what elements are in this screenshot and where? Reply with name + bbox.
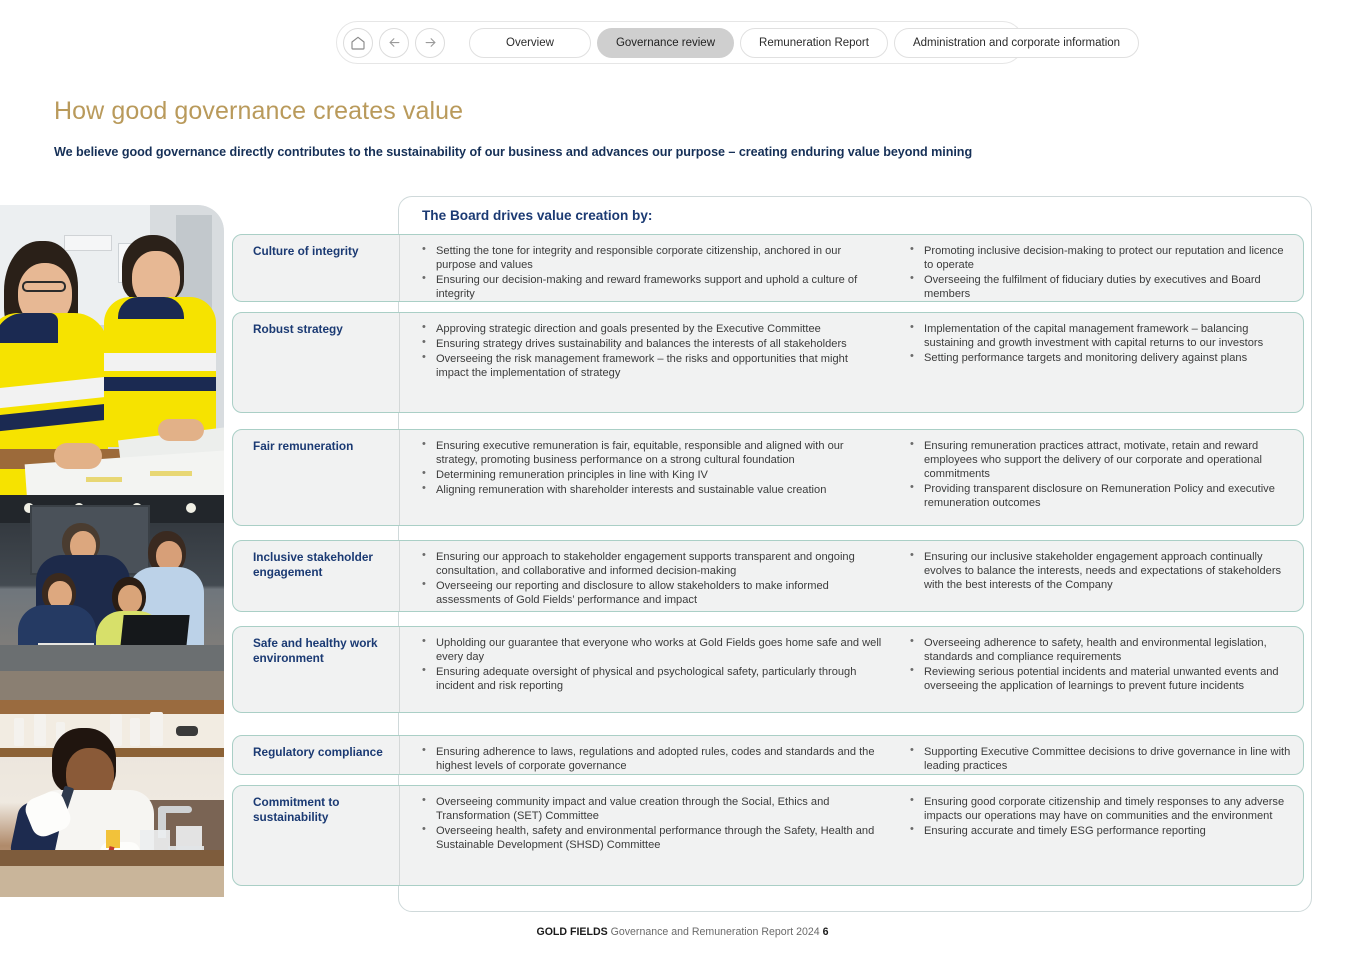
row-right-cell [890,313,1303,412]
bullet-item: • Overseeing health, safety and environmental performance through the Safety, Health and Sustainable Development (SHSD) Committee [422,824,882,852]
tab-remuneration-report[interactable]: Remuneration Report [740,28,888,58]
footer-report-title: Governance and Remuneration Report 2024 [607,926,823,938]
row-category: Robust strategy [253,322,343,336]
bullet-item: • Aligning remuneration with shareholder interests and sustainable value creation [422,483,882,497]
page-footer [0,926,1365,938]
arrow-left-icon[interactable] [379,28,409,58]
tab-administration-and-corporate-information[interactable]: Administration and corporate information [894,28,1139,58]
arrow-right-icon[interactable] [415,28,445,58]
bullet-item: • Upholding our guarantee that everyone who works at Gold Fields goes home safe and well every day [422,636,882,664]
row-category: Regulatory compliance [253,745,383,759]
footer-brand: GOLD FIELDS [536,926,608,938]
bullet-item: • Overseeing the fulfilment of fiduciary duties by executives and Board members [910,273,1295,301]
row-category: Fair remuneration [253,439,354,453]
row-left-cell [400,235,890,301]
row-category: Inclusive stakeholder engagement [253,550,373,580]
bullet-item: • Ensuring adherence to laws, regulations and adopted rules, codes and standards and the highest levels of corporate governance [422,745,882,773]
bullet-item: • Providing transparent disclosure on Remuneration Policy and executive remuneration outcomes [910,482,1295,510]
bullet-item: • Ensuring remuneration practices attract, motivate, retain and reward employees who support the delivery of our corporate and operational commitments [910,439,1295,481]
page-title: How good governance creates value [54,97,464,125]
row-left-cell [400,627,890,712]
row-left-cell [400,541,890,611]
row-right-cell [890,430,1303,525]
row-left-cell [400,313,890,412]
row-category: Safe and healthy work environment [253,636,378,666]
bullet-item: • Ensuring our inclusive stakeholder engagement approach continually evolves to balance the interests, needs and expectations of stakeholders with the best interests of the Company [910,550,1295,592]
row-category: Commitment to sustainability [253,795,340,825]
photo-strip [0,205,224,897]
bullet-item: • Ensuring good corporate citizenship and timely responses to any adverse impacts our operations may have on communities and the environment [910,795,1295,823]
bullet-item: • Overseeing adherence to safety, health and environmental legislation, standards and compliance requirements [910,636,1295,664]
bullet-item: • Supporting Executive Committee decisions to drive governance in line with leading practices [910,745,1295,773]
bullet-item: • Ensuring our decision-making and reward frameworks support and uphold a culture of integrity [422,273,882,301]
table-row [232,785,1304,886]
bullet-item: • Ensuring adequate oversight of physical and psychological safety, particularly through incident and risk reporting [422,665,882,693]
photo-mine-workers-reviewing-plans [0,205,224,495]
bullet-item: • Ensuring accurate and timely ESG performance reporting [910,824,1295,838]
table-column-header: The Board drives value creation by: [422,208,653,223]
bullet-item: • Determining remuneration principles in line with King IV [422,468,882,482]
photo-office-team-group [0,495,224,700]
row-category: Culture of integrity [253,244,359,258]
bullet-item: • Overseeing the risk management framework – the risks and opportunities that might impact the implementation of strategy [422,352,882,380]
table-row [232,735,1304,775]
footer-page-number: 6 [822,926,829,938]
table-row [232,429,1304,526]
table-row [232,540,1304,612]
bullet-item: • Implementation of the capital management framework – balancing sustaining and growth investment with capital returns to our investors [910,322,1295,350]
table-row [232,626,1304,713]
table-row [232,312,1304,413]
home-icon[interactable] [343,28,373,58]
tab-governance-review[interactable]: Governance review [597,28,734,58]
row-right-cell [890,627,1303,712]
row-left-cell [400,430,890,525]
document-navigation-bar [336,21,1121,64]
row-right-cell [890,541,1303,611]
row-left-cell [400,786,890,885]
bullet-item: • Reviewing serious potential incidents and material unwanted events and overseeing the application of learnings to prevent future incidents [910,665,1295,693]
bullet-item: • Overseeing our reporting and disclosure to allow stakeholders to make informed assessments of Gold Fields’ performance and impact [422,579,882,607]
governance-value-table [232,196,1312,912]
photo-lab-technician [0,700,224,897]
tab-overview[interactable]: Overview [469,28,591,58]
bullet-item: • Ensuring our approach to stakeholder engagement supports transparent and ongoing consultation, and collaborative and informed decision-making [422,550,882,578]
bullet-item: • Setting the tone for integrity and responsible corporate citizenship, anchored in our purpose and values [422,244,882,272]
table-row [232,234,1304,302]
page-subtitle: We believe good governance directly contributes to the sustainability of our business and advances our purpose – creating enduring value beyond mining [54,145,973,159]
row-left-cell [400,736,890,774]
bullet-item: • Ensuring strategy drives sustainability and balances the interests of all stakeholders [422,337,882,351]
bullet-item: • Overseeing community impact and value creation through the Social, Ethics and Transformation (SET) Committee [422,795,882,823]
bullet-item: • Approving strategic direction and goals presented by the Executive Committee [422,322,882,336]
bullet-item: • Ensuring executive remuneration is fair, equitable, responsible and aligned with our strategy, promoting business performance on a strong cultural foundation [422,439,882,467]
bullet-item: • Promoting inclusive decision-making to protect our reputation and licence to operate [910,244,1295,272]
row-right-cell [890,736,1303,774]
row-right-cell [890,786,1303,885]
row-right-cell [890,235,1303,301]
bullet-item: • Setting performance targets and monitoring delivery against plans [910,351,1295,365]
